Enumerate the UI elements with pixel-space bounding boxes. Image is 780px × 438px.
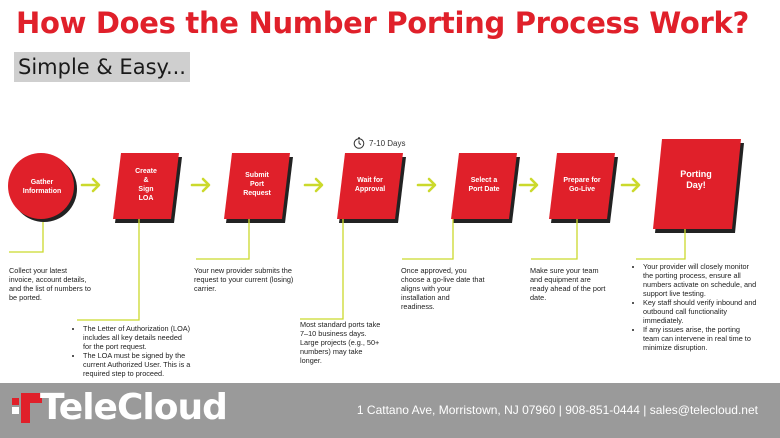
description-porting-day-item: • Key staff should verify inbound and outbound call functionality immediately.	[643, 298, 758, 325]
duration-label: 7-10 Days	[369, 138, 406, 148]
telecloud-logo-icon	[12, 393, 42, 423]
description-porting-day-item: • Your provider will closely monitor the porting process, ensure all numbers activate on schedule, and support live testing.	[643, 262, 758, 298]
step-gather-information	[7, 152, 77, 222]
chevron-right-icon	[520, 179, 537, 191]
chevron-right-icon	[192, 179, 209, 191]
brand-logo-text: TeleCloud	[40, 387, 227, 428]
chevron-right-icon	[418, 179, 435, 191]
step-submit-port-request	[224, 153, 290, 219]
chevron-right-icon	[622, 179, 639, 191]
step-label: Gather Information	[22, 179, 62, 195]
chevron-right-icon	[305, 179, 322, 191]
step-label: Prepare for Go-Live	[563, 177, 601, 193]
description-wait: Most standard ports take 7–10 business days. Large projects (e.g., 50+ numbers) may take longer.	[300, 320, 381, 365]
step-wait-for-approval	[337, 153, 403, 219]
step-label: Wait for Approval	[354, 177, 386, 193]
description-select: Once approved, you choose a go-live date that aligns with your installation and readiness.	[401, 266, 485, 311]
description-loa	[74, 324, 192, 378]
step-label: Porting Day!	[680, 169, 712, 190]
step-label: Create & Sign LOA	[135, 168, 157, 202]
description-loa-item: • The Letter of Authorization (LOA) includes all key details needed for the port request.	[83, 324, 192, 351]
chevron-right-icon	[82, 179, 99, 191]
description-loa-item: • The LOA must be signed by the current Authorized User. This is a required step to proceed.	[83, 351, 192, 378]
step-porting-day	[651, 139, 741, 229]
step-label: Select a Port Date	[468, 177, 500, 193]
step-select-port-date	[451, 153, 517, 219]
description-gather: Collect your latest invoice, account details, and the list of numbers to be ported.	[9, 266, 91, 302]
description-submit: Your new provider submits the request to your current (losing) carrier.	[194, 266, 294, 293]
step-prepare-for-go-live	[549, 153, 615, 219]
page-subtitle: Simple & Easy...	[14, 52, 190, 82]
description-prepare: Make sure your team and equipment are ready ahead of the port date.	[530, 266, 606, 302]
footer-contact-info: 1 Cattano Ave, Morristown, NJ 07960 | 908-851-0444 | sales@telecloud.net	[356, 403, 758, 417]
step-create-sign-loa	[113, 153, 179, 219]
description-porting-day	[634, 262, 758, 352]
description-porting-day-item: • If any issues arise, the porting team can intervene in real time to minimize disruption.	[643, 325, 758, 352]
footer-bar	[0, 383, 780, 438]
clock-icon	[353, 137, 365, 149]
duration-note	[353, 137, 405, 149]
step-label: Submit Port Request	[243, 172, 271, 197]
page-title: How Does the Number Porting Process Work?	[16, 6, 750, 40]
